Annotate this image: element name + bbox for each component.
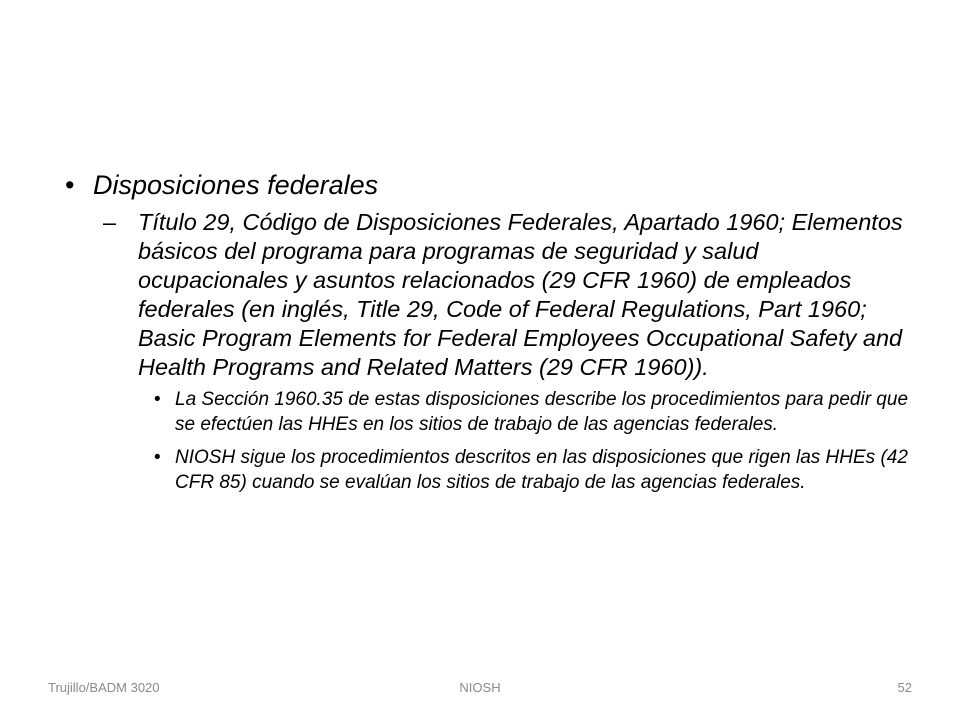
- bullet-item-level3: [65, 388, 915, 437]
- bullet-dot: •: [154, 389, 161, 410]
- subitem-text: Título 29, Código de Disposiciones Federales, Apartado 1960; Elementos básicos del programa para programas de seguridad y salud ocupacionales y asuntos relacionados (29 CFR 1960) de empleados federales (en inglés, Title 29, Code of Federal Regulations, Part 1960; Basic Program Elements for Federal Employees Occupational Safety and Health Programs and Related Matters (29 CFR 1960)).: [138, 209, 903, 380]
- slide-body: [65, 168, 915, 495]
- detail-text: La Sección 1960.35 de estas disposiciones describe los procedimientos para pedir que se efectúen las HHEs en los sitios de trabajo de las agencias federales.: [175, 389, 909, 435]
- detail-text: NIOSH sigue los procedimientos descritos en las disposiciones que rigen las HHEs (42 CFR 85) cuando se evalúan los sitios de trabajo de las agencias federales.: [175, 447, 908, 493]
- bullet-dash: –: [103, 209, 117, 235]
- footer-title: NIOSH: [459, 680, 501, 695]
- slide-heading-text: Disposiciones federales: [93, 170, 379, 200]
- bullet-item-level2: [65, 208, 915, 382]
- footer-course-label: Trujillo/BADM 3020: [48, 680, 160, 695]
- bullet-dot: •: [154, 447, 161, 468]
- bullet-item-level3: [65, 446, 915, 495]
- bullet-item-level1: [65, 168, 915, 202]
- bullet-dot: •: [65, 170, 75, 200]
- slide-number: 52: [897, 680, 912, 695]
